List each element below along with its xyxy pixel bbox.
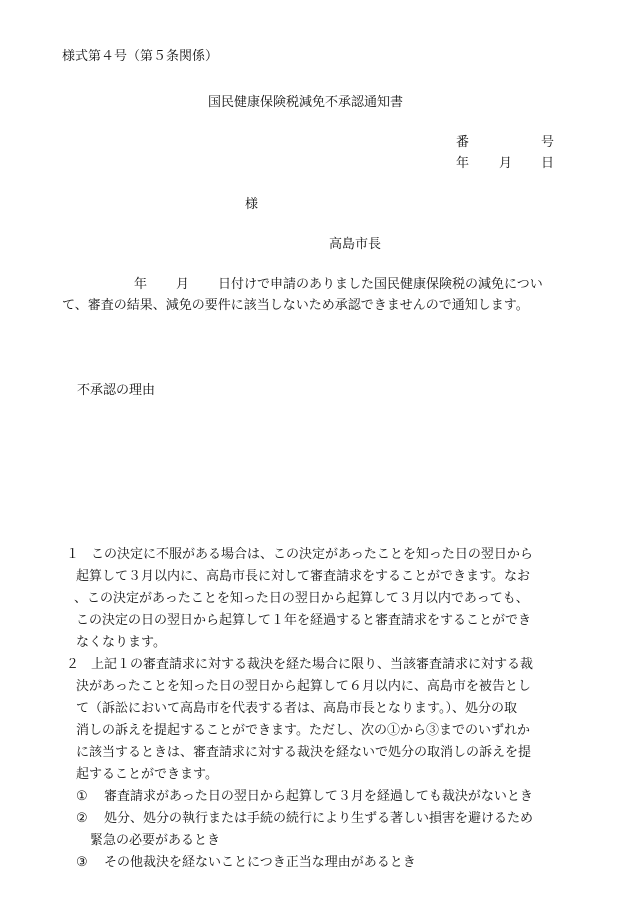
body-year: 年 [134, 277, 148, 292]
body-line2: て、審査の結果、減免の要件に該当しないため承認できませんので通知します。 [62, 298, 529, 313]
notice-2-line: に該当するときは、審査請求に対する裁決を経ないで処分の取消しの訴えを提 [76, 745, 532, 760]
reason-heading: 不承認の理由 [77, 383, 156, 398]
notice-2-line: て（訴訟において高島市を代表する者は、高島市長となります。）、処分の取 [76, 701, 517, 716]
notice-2-line: 起することができます。 [76, 767, 218, 782]
document-title: 国民健康保険税減免不承認通知書 [208, 95, 404, 110]
sub-item-2-line: 処分、処分の執行または手続の続行により生ずる著しい損害を避けるため [104, 811, 534, 826]
sub-item-2-line: 緊急の必要があるとき [90, 833, 221, 848]
sub-item-1-mark: ① [76, 789, 88, 804]
notice-2-line: 上記１の審査請求に対する裁決を経た場合に限り、当該審査請求に対する裁 [91, 657, 534, 672]
body-line1: 日付けで申請のありました国民健康保険税の減免につい [218, 277, 543, 292]
doc-number-go: 号 [541, 135, 555, 150]
notice-2-line: 消しの訴えを提起することができます。ただし、次の①から③までのいずれか [76, 723, 530, 738]
doc-number-ban: 番 [456, 135, 470, 150]
body-month: 月 [176, 277, 190, 292]
sub-item-1-line: 審査請求があった日の翌日から起算して３月を経過しても裁決がないとき [104, 789, 533, 804]
form-number: 様式第４号（第５条関係） [62, 49, 219, 64]
notice-2-number: ２ [66, 657, 80, 672]
addressee-suffix: 様 [245, 197, 259, 212]
notice-1-line: この決定の日の翌日から起算して１年を経過すると審査請求をすることができ [76, 613, 532, 628]
notice-1-line: なくなります。 [76, 635, 166, 650]
date-day: 日 [541, 156, 555, 171]
sender-name: 高島市長 [329, 237, 382, 252]
notice-2-line: 決があったことを知った日の翌日から起算して６月以内に、高島市を被告とし [76, 679, 531, 694]
notice-1-line: 、この決定があったことを知った日の翌日から起算して３月以内であっても、 [74, 591, 529, 606]
sub-item-3-mark: ③ [76, 855, 88, 870]
sub-item-2-mark: ② [76, 811, 88, 826]
date-year: 年 [456, 156, 470, 171]
notice-1-line: 起算して３月以内に、高島市長に対して審査請求をすることができます。なお [76, 569, 530, 584]
notice-1-number: １ [66, 547, 80, 562]
date-month: 月 [499, 156, 513, 171]
sub-item-3-line: その他裁決を経ないことにつき正当な理由があるとき [104, 855, 416, 870]
notice-1-line: この決定に不服がある場合は、この決定があったことを知った日の翌日から [91, 547, 533, 562]
